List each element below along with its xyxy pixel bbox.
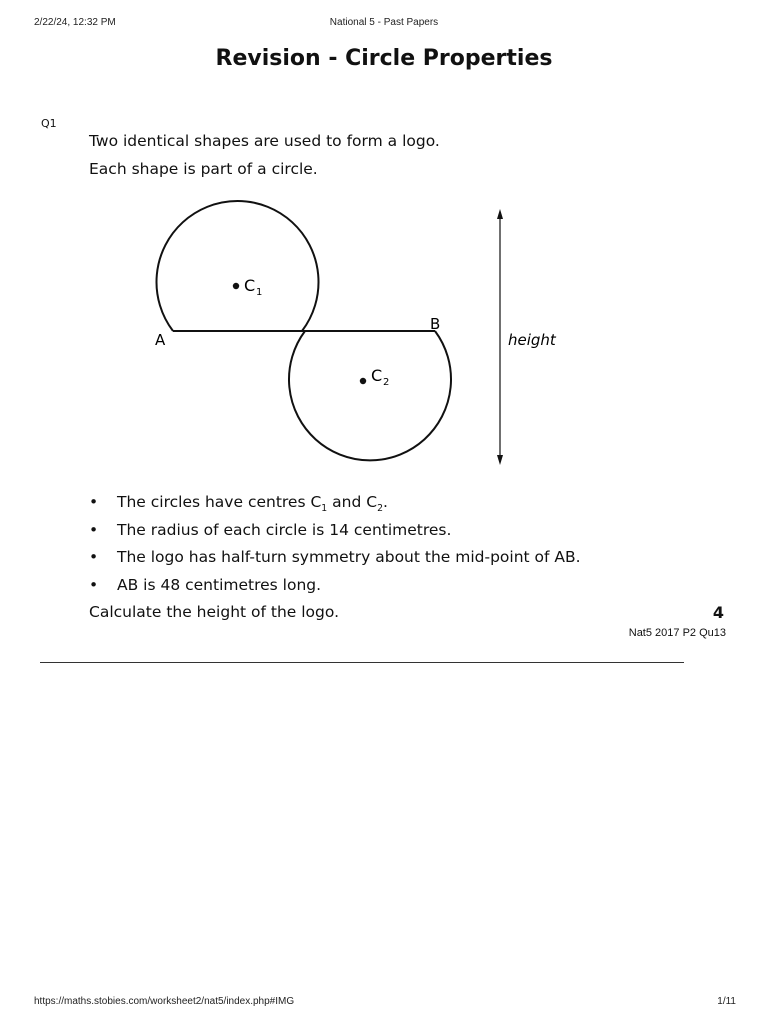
bullet-symbol: • (89, 493, 99, 511)
bullet-centres-text-post: . (382, 493, 388, 511)
lower-circle-arc (289, 331, 451, 460)
question-instruction: Calculate the height of the logo. (89, 603, 340, 621)
bullet-centres (89, 492, 581, 520)
bullet-radius (89, 520, 581, 548)
question-number: Q1 (41, 117, 57, 130)
bullet-ab-length-text: AB is 48 centimetres long. (117, 575, 322, 594)
height-arrow-top (497, 209, 503, 219)
label-c1: C (244, 276, 256, 295)
label-c2: C (371, 366, 383, 385)
question-bullet-list (89, 492, 581, 602)
label-a: A (155, 331, 166, 349)
bullet-ab-length (89, 575, 581, 603)
bullet-symbol: • (89, 520, 99, 539)
upper-circle-arc (157, 201, 319, 331)
bullet-symmetry (89, 547, 581, 575)
question-intro-line-2: Each shape is part of a circle. (89, 160, 318, 178)
print-url: https://maths.stobies.com/worksheet2/nat5/index.php#IMG (34, 996, 295, 1007)
centre-c1-dot (233, 283, 239, 289)
marks-value: 4 (712, 603, 724, 622)
bullet-centres-sub-1: 1 (321, 503, 328, 515)
centre-c2-dot (360, 378, 366, 384)
print-page-title: National 5 - Past Papers (329, 17, 439, 28)
label-c2-subscript: 2 (383, 377, 390, 388)
divider-rule (40, 662, 684, 663)
bullet-centres-text-mid: and C (327, 493, 378, 511)
bullet-radius-text: The radius of each circle is 14 centimetres. (117, 520, 452, 539)
bullet-symmetry-text: The logo has half-turn symmetry about the mid-point of AB. (117, 548, 581, 566)
bullet-symbol: • (89, 575, 99, 594)
print-page-indicator: 1/11 (717, 996, 736, 1007)
bullet-centres-sub-2: 2 (377, 503, 383, 515)
bullet-symbol: • (89, 548, 99, 566)
logo-diagram (140, 195, 580, 475)
question-intro-line-1: Two identical shapes are used to form a logo. (89, 132, 440, 150)
label-b: B (430, 315, 441, 333)
label-c1-subscript: 1 (256, 287, 263, 298)
label-height: height (508, 331, 556, 349)
print-date: 2/22/24, 12:32 PM (34, 17, 116, 28)
bullet-centres-text-pre: The circles have centres C (117, 493, 322, 511)
question-reference: Nat5 2017 P2 Qu13 (628, 627, 726, 639)
height-arrow-bottom (497, 455, 503, 465)
page-title: Revision - Circle Properties (215, 46, 553, 71)
